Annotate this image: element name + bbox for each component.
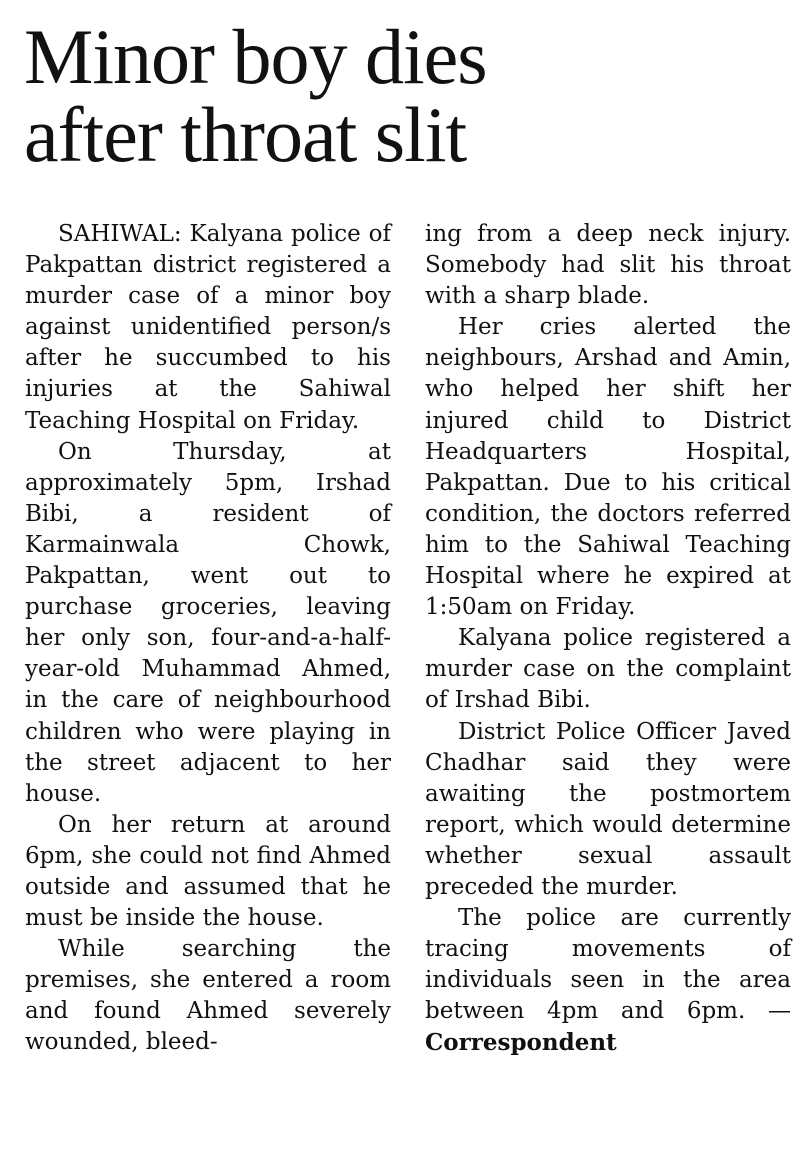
paragraph-1: SAHIWAL: Kalyana police of Pakpattan district registered a murder case of a minor boy against unidentified person/s after he succumbed to his injuries at the Sahiwal Teaching Hospital on Friday. (25, 221, 391, 434)
paragraph-6: Kalyana police registered a murder case on the complaint of Irshad Bibi. (425, 625, 791, 714)
paragraph-3: On her return at around 6pm, she could not find Ahmed outside and assumed that he must be inside the house. (25, 811, 391, 932)
paragraph-8 (425, 903, 791, 1059)
headline (24, 13, 794, 178)
paragraph-4-continued: ing from a deep neck injury. Somebody had slit his throat with a sharp blade. (425, 221, 791, 310)
paragraph-8-text: The police are currently tracing movements of individuals seen in the area between 4pm and 6pm. — (425, 905, 791, 1025)
article-column-left (25, 219, 391, 1059)
headline-line-2: after throat slit (24, 91, 467, 178)
paragraph-2: On Thursday, at approximately 5pm, Irshad Bibi, a resident of Karmainwala Chowk, Pakpattan, went out to purchase groceries, leaving her only son, four-and-a-half-year-old Muhammad Ahmed, in the care of neighbourhood children who were playing in the street adjacent to her house. (25, 438, 391, 807)
byline: Correspondent (425, 1029, 617, 1057)
paragraph-4: While searching the premises, she entered a room and found Ahmed severely wounded, bleed- (25, 936, 391, 1056)
paragraph-5: Her cries alerted the neighbours, Arshad and Amin, who helped her shift her injured child to District Headquarters Hospital, Pakpattan. Due to his critical condition, the doctors referred him to the Sahiwal Teaching Hospital where he expired at 1:50am on Friday. (425, 314, 791, 621)
article-column-right (425, 219, 791, 1060)
paragraph-7: District Police Officer Javed Chadhar said they were awaiting the postmortem report, which would determine whether sexual assault preceded the murder. (425, 718, 791, 900)
headline-line-1: Minor boy dies (24, 13, 487, 100)
